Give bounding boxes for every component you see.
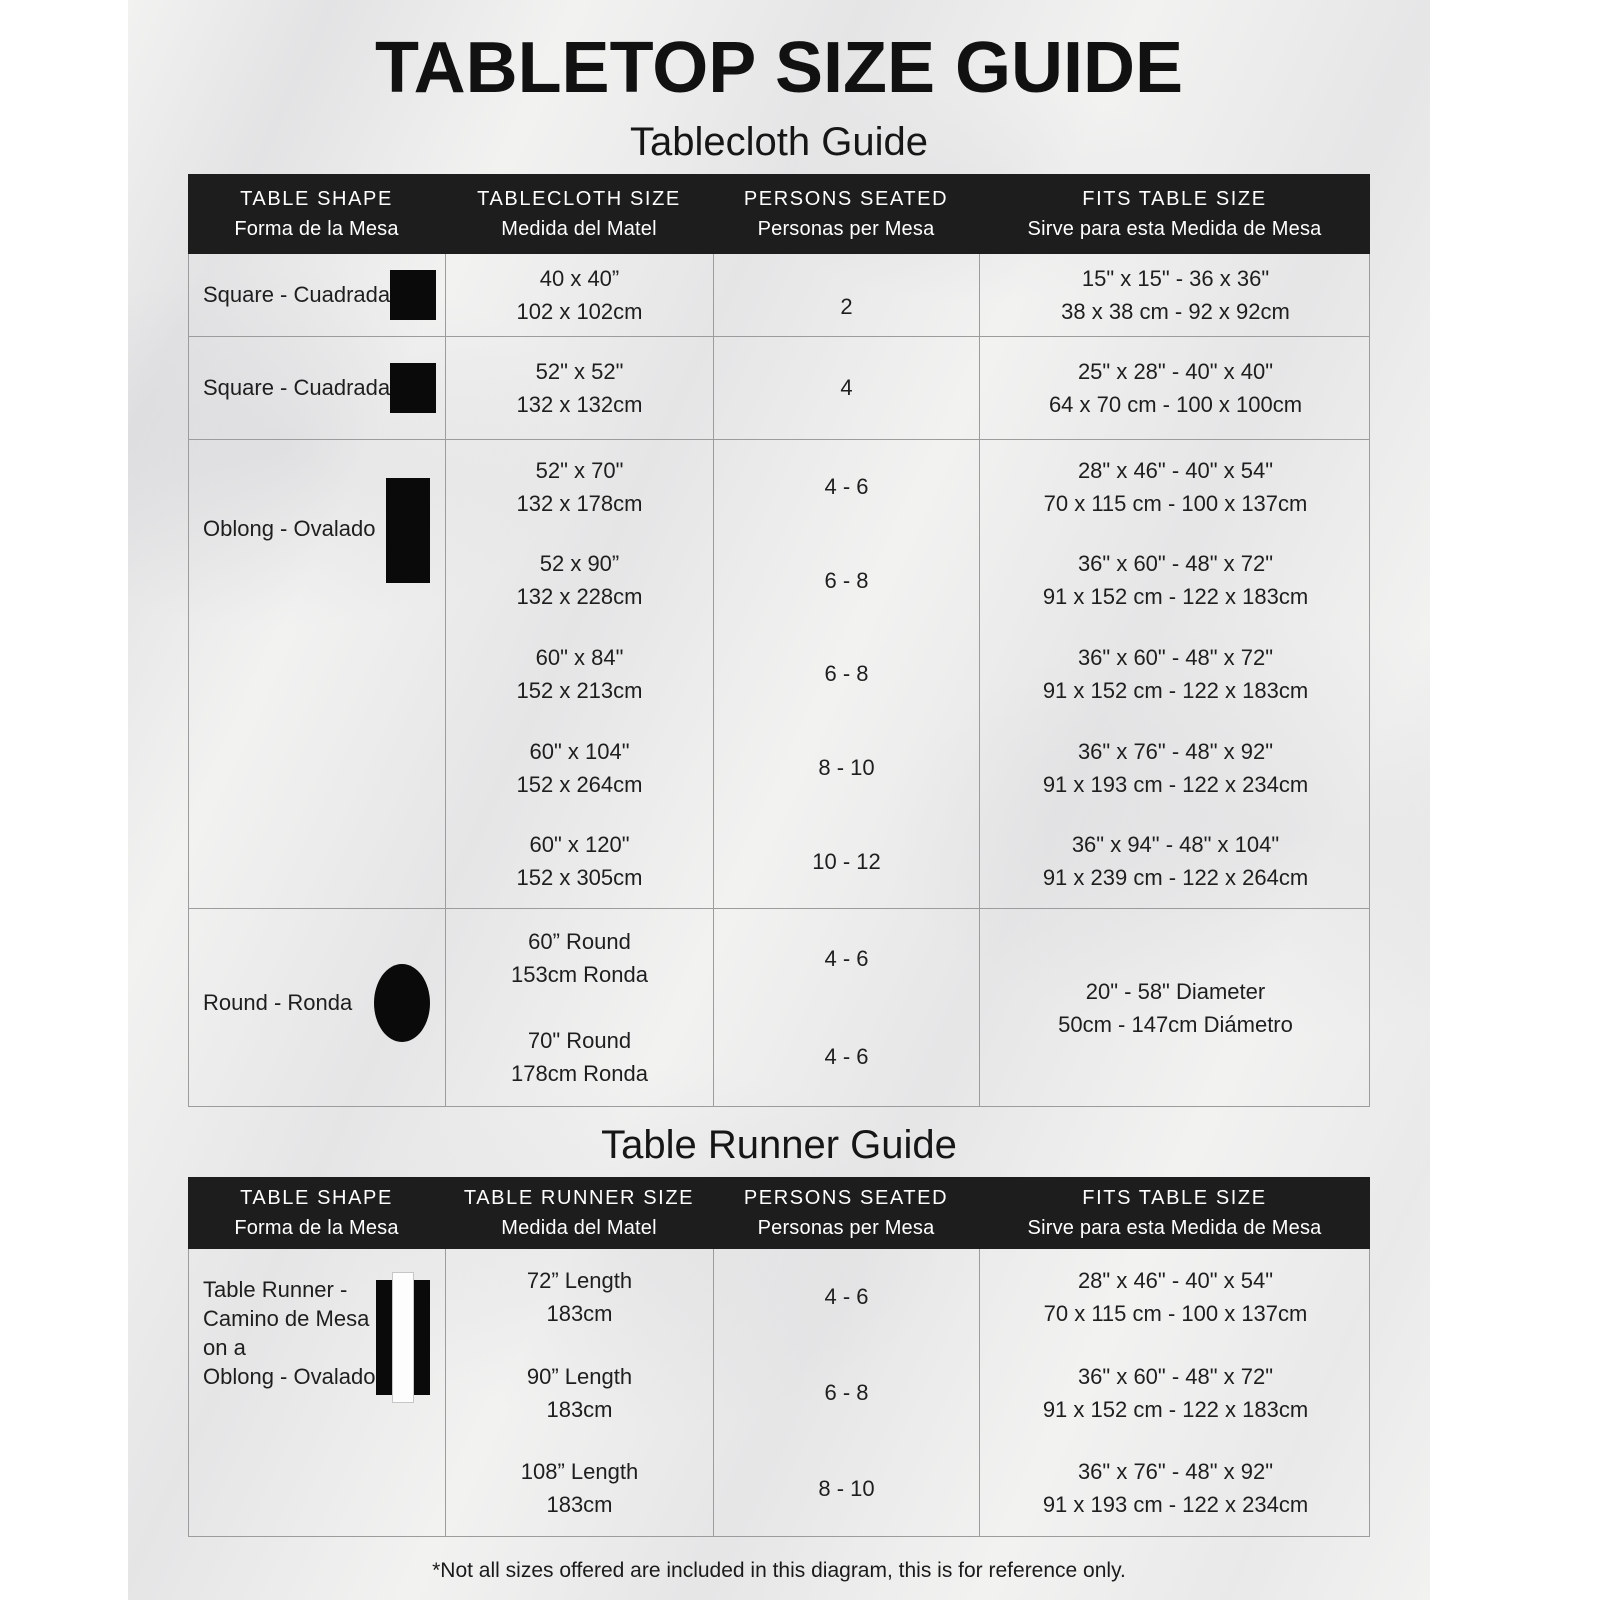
shape-line: Camino de Mesa	[203, 1306, 370, 1332]
tablecloth-table-body	[188, 254, 1370, 1107]
persons-entry: 4 - 6	[824, 1284, 869, 1310]
size-cell	[446, 337, 714, 439]
size-inches: 70" Round	[527, 1027, 632, 1053]
table-row-square-40	[189, 254, 1369, 336]
size-entry	[446, 440, 713, 534]
column-header-es: Personas per Mesa	[757, 1216, 935, 1239]
fits-inches: 36" x 76" - 48" x 92"	[1077, 1459, 1274, 1485]
size-cm: 178cm Ronda	[511, 1060, 648, 1086]
fits-entry	[980, 1249, 1371, 1345]
shape-line: Oblong - Ovalado	[203, 1364, 376, 1390]
size-cm: 132 x 132cm	[516, 392, 643, 417]
table-runner-guide-heading: Table Runner Guide	[601, 1123, 957, 1167]
fits-cm: 91 x 152 cm - 122 x 183cm	[1042, 1396, 1309, 1422]
fits-cm: 91 x 239 cm - 122 x 264cm	[1042, 865, 1309, 891]
column-header-en: TABLE SHAPE	[240, 1186, 393, 1209]
fits-inches: 36" x 60" - 48" x 72"	[1077, 644, 1274, 670]
column-header-es: Sirve para esta Medida de Mesa	[1027, 217, 1322, 240]
column-header-table-shape	[188, 1187, 445, 1240]
page-title: TABLETOP SIZE GUIDE	[374, 28, 1184, 108]
shape-cell	[189, 440, 446, 908]
fits-inches: 36" x 60" - 48" x 72"	[1077, 1363, 1274, 1389]
shape-label: Oblong - Ovalado	[203, 516, 376, 541]
fits-entry	[980, 627, 1371, 721]
column-header-en: TABLE RUNNER SIZE	[463, 1186, 695, 1209]
size-cm: 152 x 213cm	[516, 677, 643, 703]
fits-cell	[980, 337, 1371, 439]
fits-inches: 25" x 28" - 40" x 40"	[1077, 359, 1274, 384]
fits-cm: 50cm - 147cm Diámetro	[1058, 1011, 1293, 1037]
column-header-es: Sirve para esta Medida de Mesa	[1027, 1216, 1322, 1239]
runner-table-header	[188, 1177, 1370, 1249]
size-inches: 52" x 52"	[535, 359, 624, 384]
table-row-square-52	[189, 336, 1369, 439]
persons-cell: 4	[714, 337, 980, 439]
size-cell-group	[446, 909, 714, 1106]
fits-cell-merged	[980, 909, 1371, 1106]
fits-cm: 91 x 152 cm - 122 x 183cm	[1042, 677, 1309, 703]
fits-cm: 91 x 152 cm - 122 x 183cm	[1042, 584, 1309, 610]
persons-entry: 4 - 6	[824, 945, 869, 971]
size-cm: 132 x 178cm	[516, 490, 643, 516]
persons-entry: 4 - 6	[824, 474, 869, 500]
size-entry	[446, 534, 713, 628]
fits-entry	[980, 814, 1371, 908]
shape-cell	[189, 337, 446, 439]
size-cell-group	[446, 1249, 714, 1536]
size-entry	[446, 721, 713, 815]
table-runner-icon	[376, 1280, 430, 1395]
fits-cell	[980, 254, 1371, 336]
fits-entry	[980, 534, 1371, 628]
fits-cm: 70 x 115 cm - 100 x 137cm	[1043, 490, 1308, 516]
size-cm: 153cm Ronda	[511, 962, 648, 988]
table-row-round	[189, 908, 1369, 1106]
fits-entry	[980, 440, 1371, 534]
fits-cm: 91 x 193 cm - 122 x 234cm	[1042, 771, 1309, 797]
fits-inches: 36" x 60" - 48" x 72"	[1077, 551, 1274, 577]
shape-label: Square - Cuadrada	[203, 282, 391, 307]
shape-line: Table Runner -	[203, 1277, 348, 1302]
column-header-fits-table-size	[979, 1187, 1370, 1240]
column-header-en: FITS TABLE SIZE	[1082, 1186, 1267, 1209]
tablecloth-guide-heading: Tablecloth Guide	[630, 120, 928, 164]
column-header-persons-seated	[713, 188, 979, 241]
shape-label	[203, 1275, 375, 1391]
persons-entry: 6 - 8	[824, 567, 869, 593]
column-header-en: PERSONS SEATED	[743, 187, 949, 210]
footnote: *Not all sizes offered are included in this diagram, this is for reference only.	[432, 1559, 1126, 1582]
shape-cell	[189, 1249, 446, 1536]
runner-table-body	[188, 1249, 1370, 1537]
size-inches: 60” Round	[528, 929, 631, 955]
table-runner-table	[188, 1177, 1370, 1537]
fits-inches: 28" x 46" - 40" x 54"	[1077, 1267, 1274, 1293]
column-header-table-runner-size	[445, 1187, 713, 1240]
size-cm: 183cm	[546, 1396, 613, 1422]
size-cm: 183cm	[546, 1300, 613, 1326]
size-inches: 52" x 70"	[535, 457, 624, 483]
persons-cell: 2	[714, 254, 980, 336]
persons-entry: 8 - 10	[818, 1475, 875, 1501]
fits-cm: 64 x 70 cm - 100 x 100cm	[1048, 392, 1303, 417]
column-header-en: TABLECLOTH SIZE	[477, 187, 681, 210]
fits-inches: 36" x 94" - 48" x 104"	[1071, 832, 1280, 858]
size-entry	[446, 1008, 713, 1107]
square-icon	[390, 363, 436, 413]
persons-cell-group	[714, 440, 980, 908]
fits-entry	[980, 1345, 1371, 1441]
column-header-es: Forma de la Mesa	[234, 217, 399, 240]
size-inches: 60" x 120"	[529, 832, 630, 858]
fits-cell-group	[980, 1249, 1371, 1536]
column-header-es: Medida del Matel	[501, 217, 657, 240]
column-header-tablecloth-size	[445, 188, 713, 241]
shape-line: on a	[203, 1335, 246, 1361]
persons-entry: 6 - 8	[824, 661, 869, 687]
size-inches: 60" x 84"	[535, 644, 624, 670]
fits-cm: 91 x 193 cm - 122 x 234cm	[1042, 1492, 1309, 1518]
shape-cell	[189, 909, 446, 1106]
column-header-es: Personas per Mesa	[757, 217, 935, 240]
column-header-en: FITS TABLE SIZE	[1082, 187, 1267, 210]
column-header-es: Medida del Matel	[501, 1216, 657, 1239]
fits-cm: 38 x 38 cm - 92 x 92cm	[1061, 299, 1290, 324]
size-inches: 40 x 40”	[539, 266, 620, 291]
fits-cm: 70 x 115 cm - 100 x 137cm	[1043, 1300, 1308, 1326]
size-cm: 183cm	[546, 1492, 613, 1518]
column-header-en: PERSONS SEATED	[743, 1186, 949, 1209]
size-entry	[446, 1440, 713, 1536]
size-cm: 102 x 102cm	[516, 299, 643, 324]
oblong-icon	[386, 478, 430, 583]
size-cell	[446, 254, 714, 336]
fits-entry	[980, 721, 1371, 815]
size-inches: 72” Length	[526, 1267, 633, 1293]
size-inches: 90” Length	[526, 1363, 633, 1389]
column-header-table-shape	[188, 188, 445, 241]
persons-cell-group	[714, 1249, 980, 1536]
persons-cell-group	[714, 909, 980, 1106]
persons-entry: 4 - 6	[824, 1044, 869, 1070]
column-header-en: TABLE SHAPE	[240, 187, 393, 210]
size-cm: 132 x 228cm	[516, 584, 643, 610]
tablecloth-table-header	[188, 174, 1370, 254]
size-cm: 152 x 305cm	[516, 865, 643, 891]
size-inches: 52 x 90”	[539, 551, 620, 577]
size-entry	[446, 814, 713, 908]
size-entry	[446, 909, 713, 1008]
runner-stripe	[392, 1272, 414, 1403]
size-cell-group	[446, 440, 714, 908]
fits-entry	[980, 1440, 1371, 1536]
size-cm: 152 x 264cm	[516, 771, 643, 797]
column-header-persons-seated	[713, 1187, 979, 1240]
size-entry	[446, 1345, 713, 1441]
shape-label: Round - Ronda	[203, 989, 353, 1015]
size-guide-page	[128, 0, 1430, 1600]
table-row-runner	[189, 1249, 1369, 1536]
size-inches: 108” Length	[520, 1459, 639, 1485]
column-header-es: Forma de la Mesa	[234, 1216, 399, 1239]
table-row-oblong	[189, 439, 1369, 908]
fits-inches: 36" x 76" - 48" x 92"	[1077, 738, 1274, 764]
persons-entry: 10 - 12	[812, 848, 881, 874]
fits-cell-group	[980, 440, 1371, 908]
fits-inches: 15" x 15" - 36 x 36"	[1081, 266, 1270, 291]
size-entry	[446, 1249, 713, 1345]
persons-entry: 8 - 10	[818, 755, 875, 781]
shape-label: Square - Cuadrada	[203, 375, 391, 400]
shape-cell	[189, 254, 446, 336]
fits-inches: 28" x 46" - 40" x 54"	[1077, 457, 1274, 483]
square-icon	[390, 270, 436, 320]
fits-inches: 20" - 58" Diameter	[1085, 978, 1266, 1004]
persons-entry: 6 - 8	[824, 1380, 869, 1405]
size-inches: 60" x 104"	[529, 738, 630, 764]
round-icon	[374, 964, 430, 1042]
tablecloth-table	[188, 174, 1370, 1107]
size-entry	[446, 627, 713, 721]
column-header-fits-table-size	[979, 188, 1370, 241]
